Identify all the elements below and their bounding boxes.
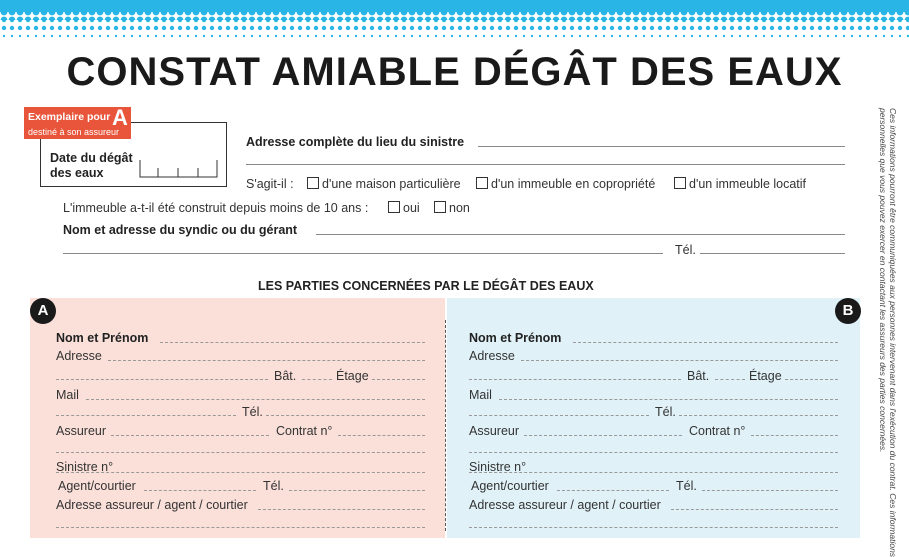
- checkbox-icon: [434, 201, 446, 213]
- a-etage-field[interactable]: [372, 379, 425, 380]
- b-assureur-label: Assureur: [469, 424, 520, 438]
- party-b-badge: B: [835, 298, 861, 324]
- copropriete-label: d'un immeuble en copropriété: [491, 177, 656, 191]
- b-adresse-assureur-field[interactable]: [671, 509, 838, 510]
- date-label-2: des eaux: [50, 166, 104, 180]
- side-note-line-2: personnelles que vous pouvez exercer en contactant les assureurs des parties concernées.: [878, 108, 888, 453]
- party-a-badge: A: [30, 298, 56, 324]
- a-bat-field[interactable]: [302, 379, 332, 380]
- oui-checkbox[interactable]: [388, 201, 420, 215]
- exemplaire-letter: A: [112, 105, 128, 130]
- b-etage-label: Étage: [749, 369, 782, 383]
- a-mail-field-2[interactable]: [56, 415, 236, 416]
- b-mail-field-2[interactable]: [469, 415, 649, 416]
- a-adresse-field-2[interactable]: [56, 379, 268, 380]
- b-agent-field[interactable]: [557, 490, 669, 491]
- sagit-label: S'agit-il :: [246, 177, 294, 191]
- a-assureur-field[interactable]: [111, 435, 269, 436]
- adresse-sinistre-field[interactable]: [478, 146, 845, 147]
- a-tel-field[interactable]: [266, 415, 425, 416]
- non-label: non: [449, 201, 470, 215]
- b-contrat-field[interactable]: [751, 435, 838, 436]
- a-nom-label: Nom et Prénom: [56, 331, 149, 345]
- a-nom-field[interactable]: [160, 342, 425, 343]
- b-adresse-field-2[interactable]: [469, 379, 681, 380]
- a-assureur-field-2[interactable]: [56, 452, 425, 453]
- b-adresse-label: Adresse: [469, 349, 515, 363]
- immeuble-question: L'immeuble a-t-il été construit depuis moins de 10 ans :: [63, 201, 369, 215]
- b-agent-tel-field[interactable]: [702, 490, 838, 491]
- b-etage-field[interactable]: [785, 379, 838, 380]
- syndic-field-2[interactable]: [63, 253, 663, 254]
- a-adresse-assureur-label: Adresse assureur / agent / courtier: [56, 498, 248, 512]
- a-adresse-field[interactable]: [108, 360, 425, 361]
- syndic-tel-label: Tél.: [675, 243, 696, 257]
- date-label-1: Date du dégât: [50, 151, 133, 165]
- side-note-line-1: Ces informations pourront être communiquées aux personnes intervenant dans l'exécution du contrat. Ces informations: [888, 108, 898, 557]
- checkbox-icon: [476, 177, 488, 189]
- a-agent-label: Agent/courtier: [58, 479, 136, 493]
- panel-separator: [445, 320, 446, 531]
- b-assureur-field[interactable]: [524, 435, 682, 436]
- checkbox-icon: [307, 177, 319, 189]
- date-input[interactable]: [140, 158, 218, 178]
- b-nom-field[interactable]: [573, 342, 838, 343]
- non-checkbox[interactable]: [434, 201, 470, 215]
- a-sinistre-field[interactable]: [56, 472, 425, 473]
- b-sinistre-label: Sinistre n°: [469, 460, 527, 474]
- b-bat-label: Bât.: [687, 369, 710, 383]
- a-etage-label: Étage: [336, 369, 369, 383]
- b-mail-field[interactable]: [499, 399, 838, 400]
- a-contrat-label: Contrat n°: [276, 424, 333, 438]
- a-sinistre-label: Sinistre n°: [56, 460, 114, 474]
- exemplaire-sub: destiné à son assureur: [28, 127, 120, 137]
- a-contrat-field[interactable]: [338, 435, 425, 436]
- checkbox-icon: [388, 201, 400, 213]
- exemplaire-label: Exemplaire pour: [28, 111, 111, 123]
- b-tel-label: Tél.: [655, 405, 676, 419]
- locatif-checkbox[interactable]: [674, 177, 806, 191]
- a-bat-label: Bât.: [274, 369, 297, 383]
- a-mail-label: Mail: [56, 388, 79, 402]
- maison-label: d'une maison particulière: [322, 177, 461, 191]
- maison-checkbox[interactable]: [307, 177, 461, 191]
- page-title: CONSTAT AMIABLE DÉGÂT DES EAUX: [66, 50, 843, 94]
- syndic-label: Nom et adresse du syndic ou du gérant: [63, 223, 298, 237]
- a-mail-field[interactable]: [86, 399, 425, 400]
- adresse-sinistre-label: Adresse complète du lieu du sinistre: [246, 135, 465, 149]
- a-adresse-assureur-field[interactable]: [258, 509, 425, 510]
- copropriete-checkbox[interactable]: [476, 177, 655, 191]
- b-adresse-assureur-label: Adresse assureur / agent / courtier: [469, 498, 661, 512]
- a-adresse-assureur-field-2[interactable]: [56, 527, 425, 528]
- b-sinistre-field[interactable]: [469, 472, 838, 473]
- b-assureur-field-2[interactable]: [469, 452, 838, 453]
- b-nom-label: Nom et Prénom: [469, 331, 562, 345]
- a-agent-tel-field[interactable]: [289, 490, 425, 491]
- syndic-tel-field[interactable]: [700, 253, 845, 254]
- oui-label: oui: [403, 201, 420, 215]
- locatif-label: d'un immeuble locatif: [689, 177, 807, 191]
- b-tel-field[interactable]: [679, 415, 838, 416]
- b-adresse-field[interactable]: [521, 360, 838, 361]
- a-tel-label: Tél.: [242, 405, 263, 419]
- b-bat-field[interactable]: [715, 379, 745, 380]
- checkbox-icon: [674, 177, 686, 189]
- b-contrat-label: Contrat n°: [689, 424, 746, 438]
- side-note: [878, 108, 902, 557]
- exemplaire-badge: [24, 107, 131, 139]
- b-agent-tel-label: Tél.: [676, 479, 697, 493]
- a-agent-tel-label: Tél.: [263, 479, 284, 493]
- a-agent-field[interactable]: [144, 490, 256, 491]
- b-agent-label: Agent/courtier: [471, 479, 549, 493]
- a-assureur-label: Assureur: [56, 424, 107, 438]
- a-adresse-label: Adresse: [56, 349, 102, 363]
- parties-title: LES PARTIES CONCERNÉES PAR LE DÉGÂT DES EAUX: [258, 279, 594, 293]
- adresse-sinistre-field-2[interactable]: [246, 164, 845, 165]
- top-banner: [0, 0, 909, 46]
- b-mail-label: Mail: [469, 388, 492, 402]
- syndic-field[interactable]: [316, 234, 845, 235]
- b-adresse-assureur-field-2[interactable]: [469, 527, 838, 528]
